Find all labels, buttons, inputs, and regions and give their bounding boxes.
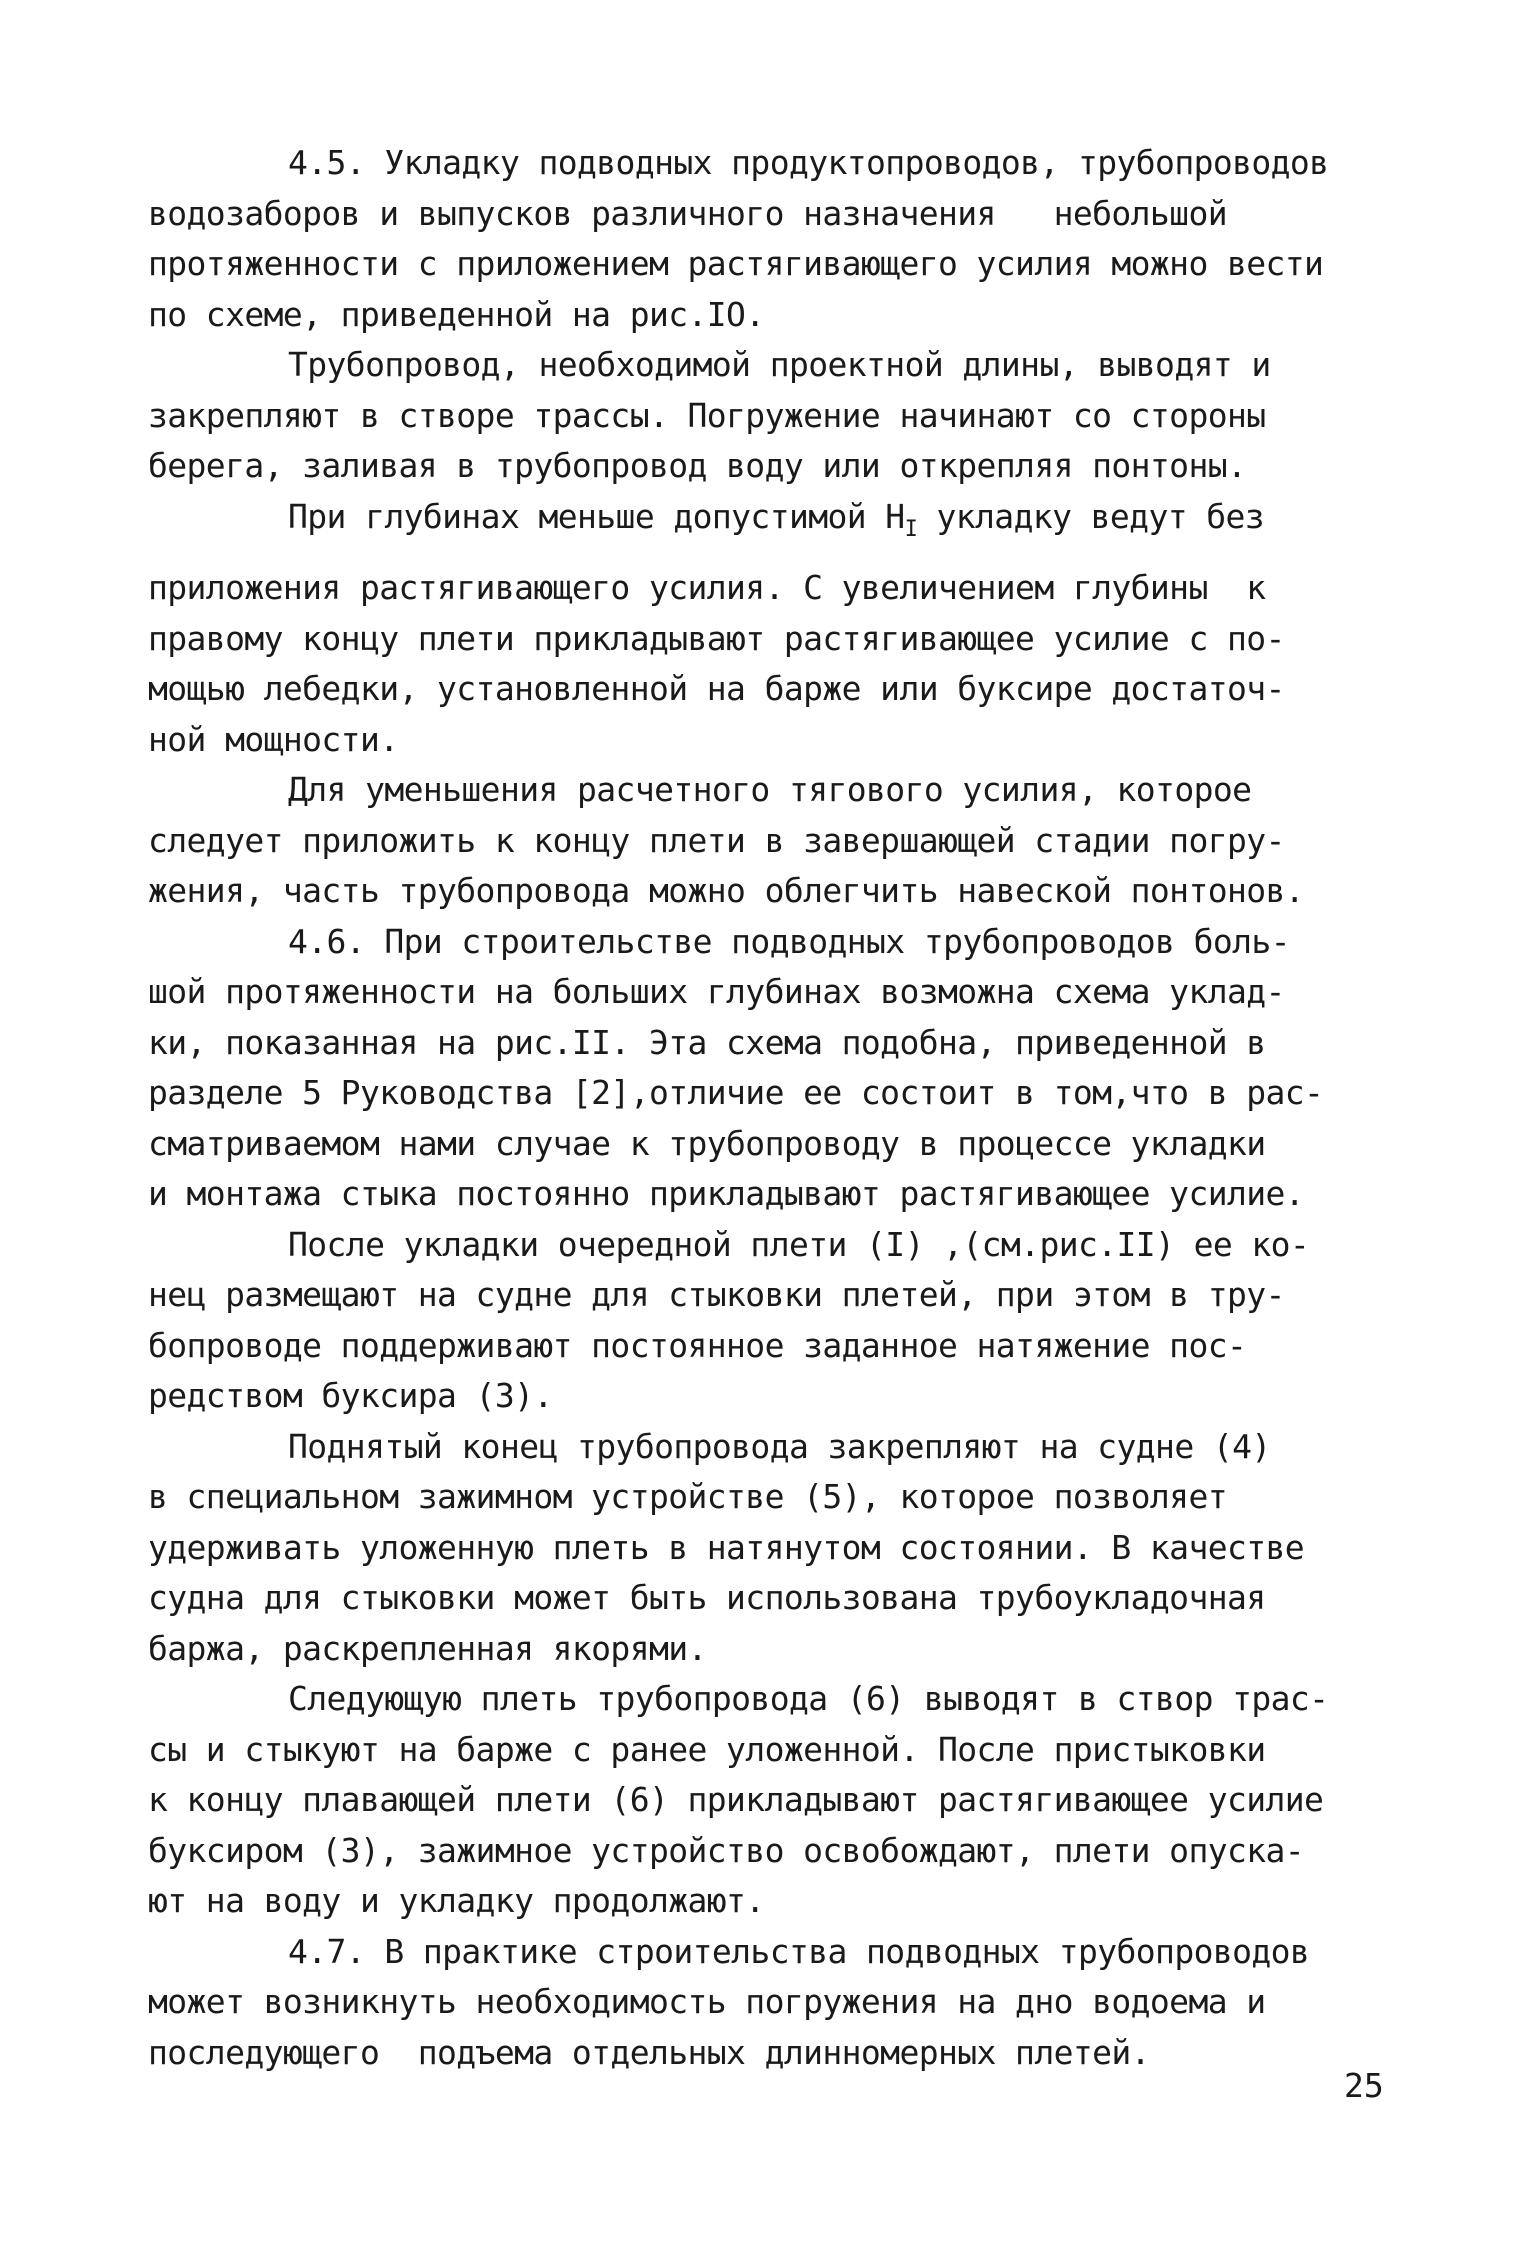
text-line: редством буксира (3). xyxy=(148,1376,553,1415)
text-line: нец размещают на судне для стыковки плетей, при этом в тру- xyxy=(148,1275,1285,1314)
text-line: 4.6. При строительстве подводных трубопроводов боль- xyxy=(288,921,1290,961)
text-line: Для уменьшения расчетного тягового усилия, которое xyxy=(288,770,1252,809)
text-line: приложения растягивающего усилия. С увеличением глубины к xyxy=(148,568,1266,607)
text-line: закрепляют в створе трассы. Погружение начинают со стороны xyxy=(148,395,1266,435)
text-line: правому концу плети прикладывают растягивающее усилие с по- xyxy=(148,618,1285,658)
text-line: разделе 5 Руководства [2],отличие ее состоит в том,что в рас- xyxy=(148,1073,1324,1112)
text-line: следует приложить к концу плети в завершающей стадии погру- xyxy=(148,820,1285,860)
paragraph-after-laying xyxy=(148,1220,1398,1422)
text-line: протяженности с приложением растягивающего усилия можно вести xyxy=(148,244,1324,283)
paragraph-reduce-force xyxy=(148,765,1398,917)
paragraph-pipeline-length xyxy=(148,340,1398,492)
text-line: и монтажа стыка постоянно прикладывают растягивающее усилие. xyxy=(148,1174,1305,1213)
text-segment: При глубинах меньше допустимой H xyxy=(288,496,905,536)
page-number: 25 xyxy=(1344,2066,1384,2105)
paragraph-4-5 xyxy=(148,138,1398,340)
text-line: Трубопровод, необходимой проектной длины, выводят и xyxy=(288,345,1271,384)
text-line: в специальном зажимном устройстве (5), которое позволяет xyxy=(148,1477,1227,1516)
text-line: 4.7. В практике строительства подводных трубопроводов xyxy=(288,1931,1310,1971)
text-line: бопроводе поддерживают постоянное заданное натяжение пос- xyxy=(148,1325,1247,1365)
text-line: жения, часть трубопровода можно облегчить навеской понтонов. xyxy=(148,871,1305,910)
text-segment: укладку ведут без xyxy=(917,496,1265,536)
text-line: ной мощности. xyxy=(148,719,399,759)
text-line: После укладки очередной плети (I) ,(см.рис.II) ее ко- xyxy=(288,1224,1310,1264)
text-line: сматриваемом нами случае к трубопроводу в процессе укладки xyxy=(148,1123,1266,1163)
subscript: I xyxy=(904,516,918,542)
text-line: к концу плавающей плети (6) прикладывают растягивающее усилие xyxy=(148,1780,1324,1819)
text-line: может возникнуть необходимость погружения на дно водоема и xyxy=(148,1982,1266,2021)
text-line: буксиром (3), зажимное устройство освобождают, плети опуска- xyxy=(148,1830,1305,1870)
text-line xyxy=(148,492,1398,556)
text-line: 4.5. Укладку подводных продуктопроводов, трубопроводов xyxy=(288,143,1329,182)
text-line: удерживать уложенную плеть в натянутом состоянии. В качестве xyxy=(148,1527,1305,1567)
text-line: шой протяженности на больших глубинах возможна схема уклад- xyxy=(148,972,1285,1011)
paragraph-next-string xyxy=(148,1674,1398,1927)
text-line: сы и стыкуют на барже с ранее уложенной. После пристыковки xyxy=(148,1729,1266,1769)
text-line: Поднятый конец трубопровода закрепляют на судне (4) xyxy=(288,1426,1271,1466)
text-line: судна для стыковки может быть использована трубоукладочная xyxy=(148,1578,1266,1617)
paragraph-raised-end xyxy=(148,1422,1398,1675)
text-line: берега, заливая в трубопровод воду или открепляя понтоны. xyxy=(148,446,1247,485)
text-line: водозаборов и выпусков различного назначения небольшой xyxy=(148,193,1227,233)
text-line: баржа, раскрепленная якорями. xyxy=(148,1628,707,1668)
text-line: Следующую плеть трубопровода (6) выводят в створ трас- xyxy=(288,1679,1329,1718)
text-line: по схеме, приведенной на рис.IO. xyxy=(148,294,765,334)
text-line: последующего подъема отдельных длинномерных плетей. xyxy=(148,2032,1150,2072)
paragraph-4-7 xyxy=(148,1927,1398,2079)
text-line: ки, показанная на рис.II. Эта схема подобна, приведенной в xyxy=(148,1022,1266,1062)
text-line: ют на воду и укладку продолжают. xyxy=(148,1881,765,1920)
text-line: мощью лебедки, установленной на барже или буксире достаточ- xyxy=(148,669,1285,708)
paragraph-depths xyxy=(148,492,1398,766)
document-page xyxy=(148,138,1398,2078)
paragraph-4-6 xyxy=(148,917,1398,1220)
